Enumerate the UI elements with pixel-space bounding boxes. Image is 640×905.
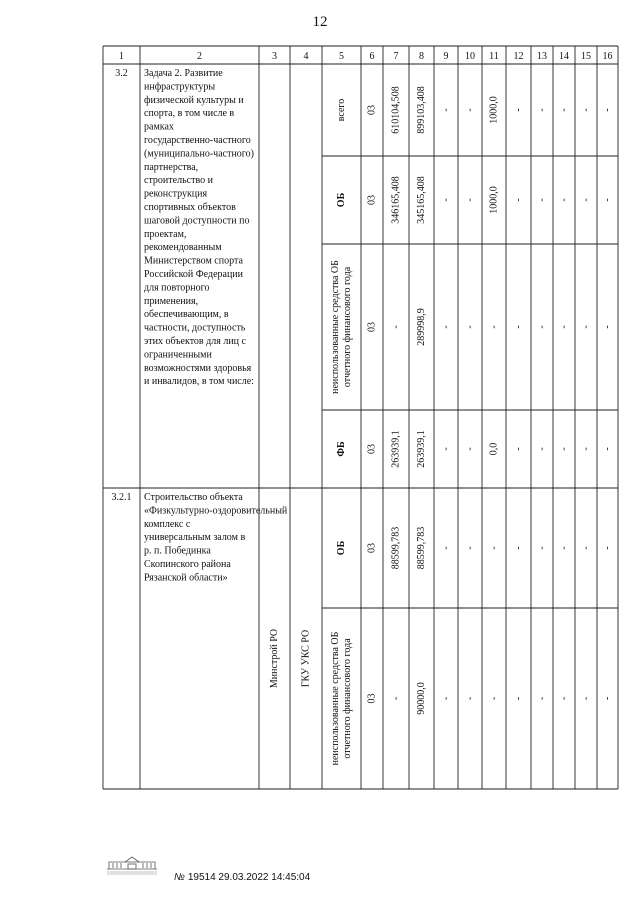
value-cell-col-7: 346165,408 [390, 176, 402, 224]
section-description: для повторного [144, 282, 210, 294]
value-cell-col-8: 88599,783 [416, 526, 427, 570]
value-cell-col-6: 03 [366, 693, 378, 704]
funding-source: отчетного финансового года [342, 266, 353, 388]
value-cell-col-12: - [513, 546, 524, 550]
value-cell-col-16: - [602, 325, 613, 329]
value-cell-col-12: - [513, 108, 524, 112]
column-header-6: 6 [369, 51, 375, 62]
value-cell-col-6: 03 [366, 444, 378, 454]
value-cell-col-15: - [580, 198, 592, 202]
value-cell-col-16: - [602, 696, 613, 701]
value-cell-col-10: - [464, 696, 476, 701]
section-description: Рязанской области» [144, 572, 228, 584]
funding-source: ОБ [336, 540, 347, 556]
value-cell-col-11: - [488, 325, 500, 329]
funding-source: ФБ [336, 441, 347, 457]
value-cell-col-10: - [464, 325, 476, 329]
value-cell-col-11: 1000,0 [488, 96, 500, 124]
funding-source: ОБ [336, 192, 347, 208]
section-description: спорта, в том числе в [144, 108, 235, 120]
value-cell-col-10: - [464, 546, 476, 550]
value-cell-col-9: - [440, 546, 452, 550]
co-executor: ГКУ УКС РО [300, 629, 312, 688]
registration-stamp: 19514 29.03.2022 14:45:04 [187, 872, 311, 883]
value-cell-col-7: 88599,783 [390, 526, 402, 570]
section-description: физической культуры и [144, 94, 244, 106]
value-cell-col-13: - [536, 325, 548, 329]
value-cell-col-15: - [580, 325, 592, 329]
value-cell-col-8: 899103,408 [416, 86, 427, 134]
column-header-10: 10 [465, 51, 475, 62]
value-cell-col-12: - [513, 447, 524, 451]
value-cell-col-14: - [558, 696, 570, 701]
value-cell-col-13: - [536, 198, 548, 202]
value-cell-col-13: - [536, 447, 548, 451]
section-description: инфраструктуры [144, 81, 216, 93]
funding-source: всего [336, 98, 347, 122]
funding-source: неиспользованные средства ОБ [330, 260, 341, 394]
value-cell-col-9: - [440, 696, 452, 701]
section-description: ограниченными [144, 349, 212, 361]
section-description: строительство и [144, 175, 213, 187]
section-description: комплекс с [144, 518, 191, 530]
value-cell-col-8: 289998,9 [416, 308, 427, 346]
value-cell-col-13: - [536, 696, 548, 701]
value-cell-col-16: - [602, 198, 613, 202]
column-header-7: 7 [393, 51, 399, 62]
section-id: 3.2 [115, 68, 128, 79]
section-description: государственно-частного [144, 135, 251, 146]
value-cell-col-6: 03 [366, 322, 378, 332]
column-header-13: 13 [537, 51, 547, 62]
section-description: (муниципально-частного) [144, 148, 254, 160]
section-description: возможностями здоровья [144, 362, 252, 374]
value-cell-col-7: 263939,1 [390, 430, 402, 468]
column-header-1: 1 [119, 51, 124, 62]
value-cell-col-8: 90000,0 [416, 682, 427, 715]
column-header-12: 12 [513, 51, 524, 62]
value-cell-col-8: 263939,1 [416, 430, 427, 468]
section-description: р. п. Побединка [144, 545, 211, 557]
section-description: Задача 2. Развитие [144, 68, 223, 79]
column-header-16: 16 [602, 51, 613, 62]
value-cell-col-8: 345165,408 [416, 176, 427, 224]
value-cell-col-16: - [602, 447, 613, 451]
value-cell-col-7: 610104,508 [390, 86, 402, 134]
value-cell-col-10: - [464, 447, 476, 451]
column-header-9: 9 [443, 51, 449, 62]
value-cell-col-14: - [558, 325, 570, 329]
section-description: спортивных объектов [144, 202, 236, 213]
column-header-8: 8 [419, 51, 424, 62]
value-cell-col-9: - [440, 198, 452, 202]
value-cell-col-9: - [440, 325, 452, 329]
section-description: рамках [144, 121, 174, 133]
value-cell-col-12: - [513, 696, 524, 701]
value-cell-col-14: - [558, 447, 570, 451]
value-cell-col-6: 03 [366, 195, 378, 205]
section-description: Министерством спорта [144, 255, 243, 267]
value-cell-col-14: - [558, 108, 570, 112]
column-header-5: 5 [339, 51, 344, 62]
column-header-4: 4 [303, 51, 309, 62]
column-header-14: 14 [559, 51, 569, 62]
column-header-3: 3 [272, 51, 277, 62]
column-header-11: 11 [489, 51, 499, 62]
section-description: проектам, [144, 228, 187, 240]
value-cell-col-6: 03 [366, 105, 378, 115]
section-description: Скопинского района [144, 559, 231, 570]
value-cell-col-9: - [440, 108, 452, 112]
value-cell-col-16: - [602, 108, 613, 112]
section-description: «Физкультурно-оздоровительный [144, 505, 288, 517]
value-cell-col-11: 0,0 [488, 442, 500, 456]
value-cell-col-12: - [513, 325, 524, 329]
value-cell-col-11: - [488, 546, 500, 550]
value-cell-col-16: - [602, 546, 613, 550]
section-description: шаговой доступности по [144, 215, 250, 227]
value-cell-col-10: - [464, 198, 476, 202]
value-cell-col-15: - [580, 696, 592, 701]
section-description: Российской Федерации [144, 269, 244, 280]
value-cell-col-10: - [464, 108, 476, 112]
section-description: применения, [144, 295, 199, 307]
section-description: этих объектов для лиц с [144, 336, 246, 347]
value-cell-col-7: - [390, 696, 402, 701]
value-cell-col-12: - [513, 198, 524, 202]
funding-source: неиспользованные средства ОБ [330, 631, 341, 766]
value-cell-col-7: - [390, 325, 402, 329]
column-header-15: 15 [581, 51, 591, 62]
number-sign: № [174, 872, 185, 883]
section-description: реконструкция [144, 188, 208, 200]
page-number: 12 [312, 14, 328, 30]
value-cell-col-6: 03 [366, 543, 378, 553]
value-cell-col-9: - [440, 447, 452, 451]
responsible-executor: Минстрой РО [269, 628, 280, 689]
value-cell-col-14: - [558, 546, 570, 550]
funding-source: отчетного финансового года [342, 638, 353, 759]
section-description: обеспечивающим, в [144, 309, 229, 321]
value-cell-col-13: - [536, 546, 548, 550]
section-description: партнерства, [144, 161, 199, 173]
value-cell-col-15: - [580, 546, 592, 550]
value-cell-col-15: - [580, 447, 592, 451]
section-description: Строительство объекта [144, 492, 243, 503]
value-cell-col-14: - [558, 198, 570, 202]
value-cell-col-13: - [536, 108, 548, 112]
section-description: и инвалидов, в том числе: [144, 376, 254, 388]
section-description: частности, доступность [144, 322, 246, 334]
section-id: 3.2.1 [111, 492, 132, 503]
section-description: универсальным залом в [144, 532, 246, 544]
document-seal-logo [104, 855, 160, 882]
value-cell-col-11: - [488, 696, 500, 701]
value-cell-col-15: - [580, 108, 592, 112]
column-header-2: 2 [197, 51, 202, 62]
value-cell-col-11: 1000,0 [488, 186, 500, 214]
document-stamp [174, 872, 310, 883]
section-description: рекомендованным [144, 242, 222, 254]
